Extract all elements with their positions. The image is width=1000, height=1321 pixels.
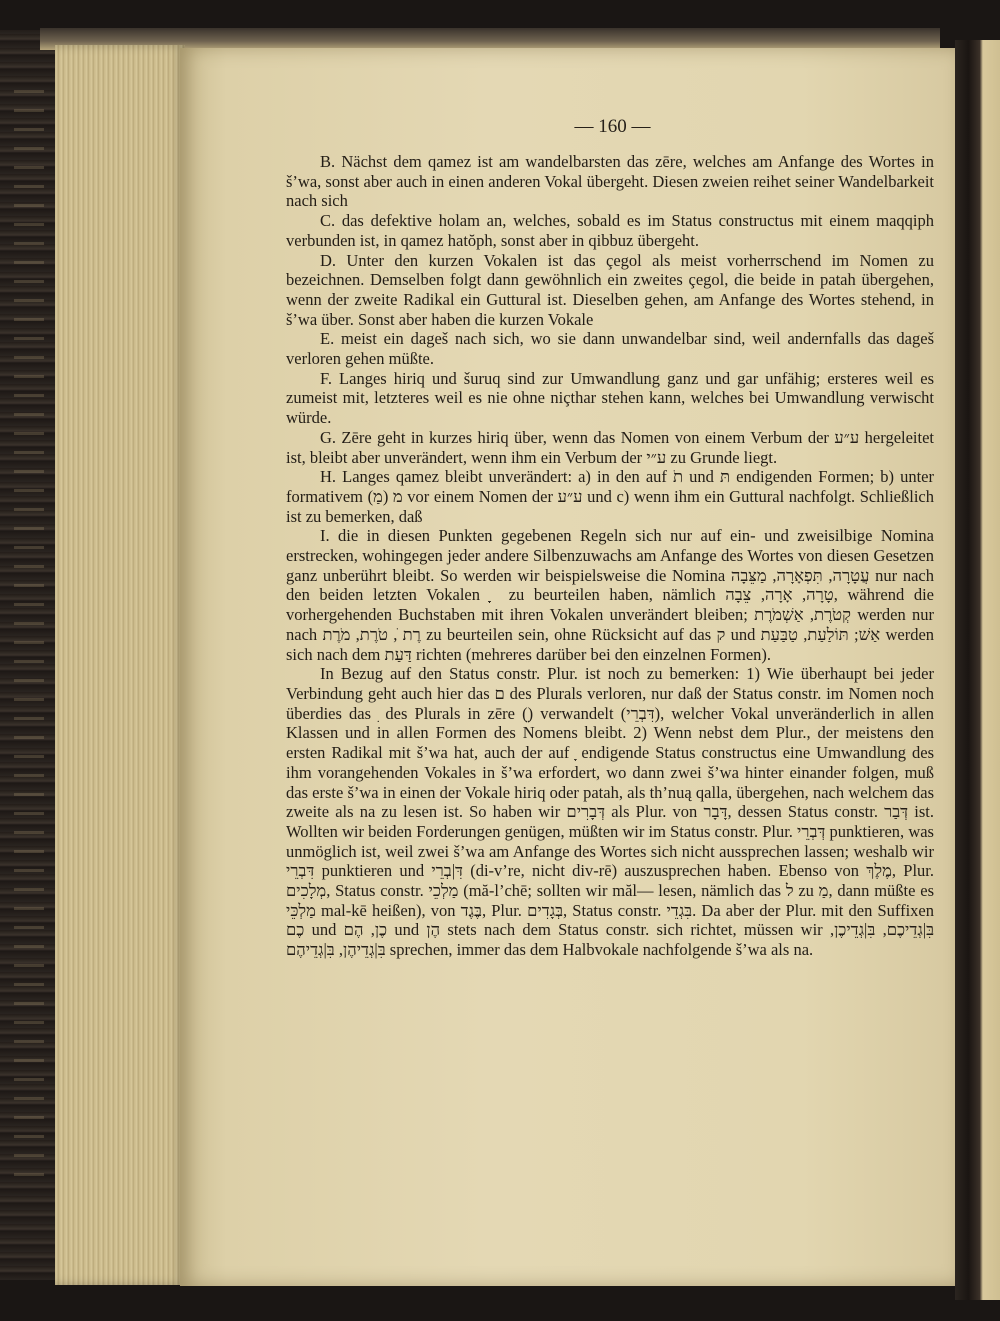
book-cover: [0, 30, 60, 1280]
paragraph-h: H. Langes qamez bleibt unverändert: a) in den auf תֹ und תּ endigenden Formen; b) unter formativem מ (מַ) vor einem Nomen der ע״ע und c) wenn ihm ein Guttural nachfolgt. Schließlich ist zu bemerken, daß: [286, 467, 935, 526]
paragraph-c: C. das defektive holam an, welches, sobald es im Status constructus mit einem maqqiph verbunden ist, in qamez hatŏph, sonst aber in qibbuz übergeht.: [286, 211, 934, 250]
page-edges: [55, 45, 185, 1285]
paragraph-g: G. Zēre geht in kurzes hiriq über, wenn das Nomen von einem Verbum der ע״ע hergeleitet ist, bleibt aber unverändert, wenn ihm ein Verbum der ע״י zu Grunde liegt.: [286, 427, 934, 467]
paragraph-i: I. die in diesen Punkten gegebenen Regeln sich nur auf ein- und zweisilbige Nomina erstrecken, wohingegen jeder andere Silbenzuwachs am Anfange des Wortes von diesen Gesetzen ganz unberührt bleibt. So werden wir beispielsweise die Nomina עֲטָרָה, תִּפְאָרָה, מַצֵּבָה nur nach den beiden letzten Vokalen ָ ָ zu beurteilen haben, nämlich טָרָה, אָרָה, צֵבָה, während die vorhergehenden Buchstaben mit ihren Vokalen unverändert bleiben; קְטֹרֶת, אַשְׁמֹרֶת werden nur nach רֶת ֹ, טֹרֶת, מֹרֶת zu beurteilen sein, ohne Rücksicht auf das ק und אַשׁ; תּוֹלַעַת, טַבַּעַת werden sich nach dem דַּעַת richten (mehreres darüber bei den einzelnen Formen).: [286, 526, 935, 664]
paragraph-e: E. meist ein dageš nach sich, wo sie dann unwandelbar sind, weil andernfalls das dageš verloren gehen müßte.: [286, 329, 934, 369]
page-number: — 160 —: [574, 116, 651, 137]
book-page: [180, 48, 955, 1286]
right-binding-shadow: [955, 40, 1000, 1300]
paragraph-status-constr: In Bezug auf den Status constr. Plur. ist noch zu bemerken: 1) Wie überhaupt bei jeder Verbindung geht auch hier das ם des Plurals verloren, nur daß der Status constr. im Nomen noch überdies das ִ des Plurals in zēre (ֵ) verwandelt (דִּבְרֵי), welcher Vokal unveränderlich in allen Klassen und in allen Formen des Nomens bleibt. 2) Wenn nebst dem Plur., der meistens den ersten Radikal mit š’wa hat, auch der auf ָ endigende Status constructus eine Umwandlung des ihm vorangehenden Vokales in š’wa erfordert, wo dann zwei š’wa hinter einander folgen, muß das erste š’wa in einen der Vokale hiriq oder patah, als th’nuą qalla, übergehen, nach welchem das zweite als na zu lesen ist. So haben wir דְּבָרִים als Plur. von דָּבָר, dessen Status constr. דְּבַר ist. Wollten wir beiden Forderungen genügen, müßten wir im Status constr. Plur. דְּבְרֵי punktieren, was unmöglich ist, weil zwei š’wa am Anfange des Wortes sich nicht aussprechen lassen; weshalb wir דִּבְרֵי punktieren und דִּ|בְרֵי (di-v’re, nicht div-rē) auszusprechen haben. Ebenso von מֶלֶךְ, Plur. מְלָכִים, Status constr. מַלְכֵי (mă-l’chē; sollten wir măl— lesen, nämlich das ל zu מַ, dann müßte es מַלְכֵּי mal-kē heißen), von בֶּגֶד, Plur. בְּגָדִים, Status constr. בִּגְדֵי. Da aber der Plur. mit den Suffixen כֶם und כֶן, הֶם und הֶן stets nach dem Status constr. sich richtet, müssen wir בִּ|גְדֵיכֶם, בִּ|גְדֵיכֶן, בִּ|גְדֵיהֶן, בִּ|גְדֵיהֶם sprechen, immer das dem Halbvokale nachfolgende š’wa als na.: [286, 664, 935, 960]
paragraph-d: D. Unter den kurzen Vokalen ist das çegol als meist vorherrschend im Nomen zu bezeichnen. Demselben folgt dann gewöhnlich ein zweites çegol, die beide in patah übergehen, wenn der zweite Radikal ein Guttural ist. Dieselben gehen, am Anfange des Wortes stehend, in š’wa über. Sonst aber haben die kurzen Vokale: [286, 250, 934, 329]
paragraph-b: B. Nächst dem qamez ist am wandelbarsten das zēre, welches am Anfange des Wortes in š’wa, sonst aber auch in einen anderen Vokal übergeht. Diesen zweien reihet seiner Wandelbarkeit nach sich: [286, 152, 934, 211]
page-text: [286, 152, 934, 960]
paragraph-f: F. Langes hiriq und šuruq sind zur Umwandlung ganz und gar unfähig; ersteres weil es zumeist mit, letzteres weil es nie ohne niçthar stehen kann, welches bei Umwandlung verwischt würde.: [286, 368, 934, 428]
